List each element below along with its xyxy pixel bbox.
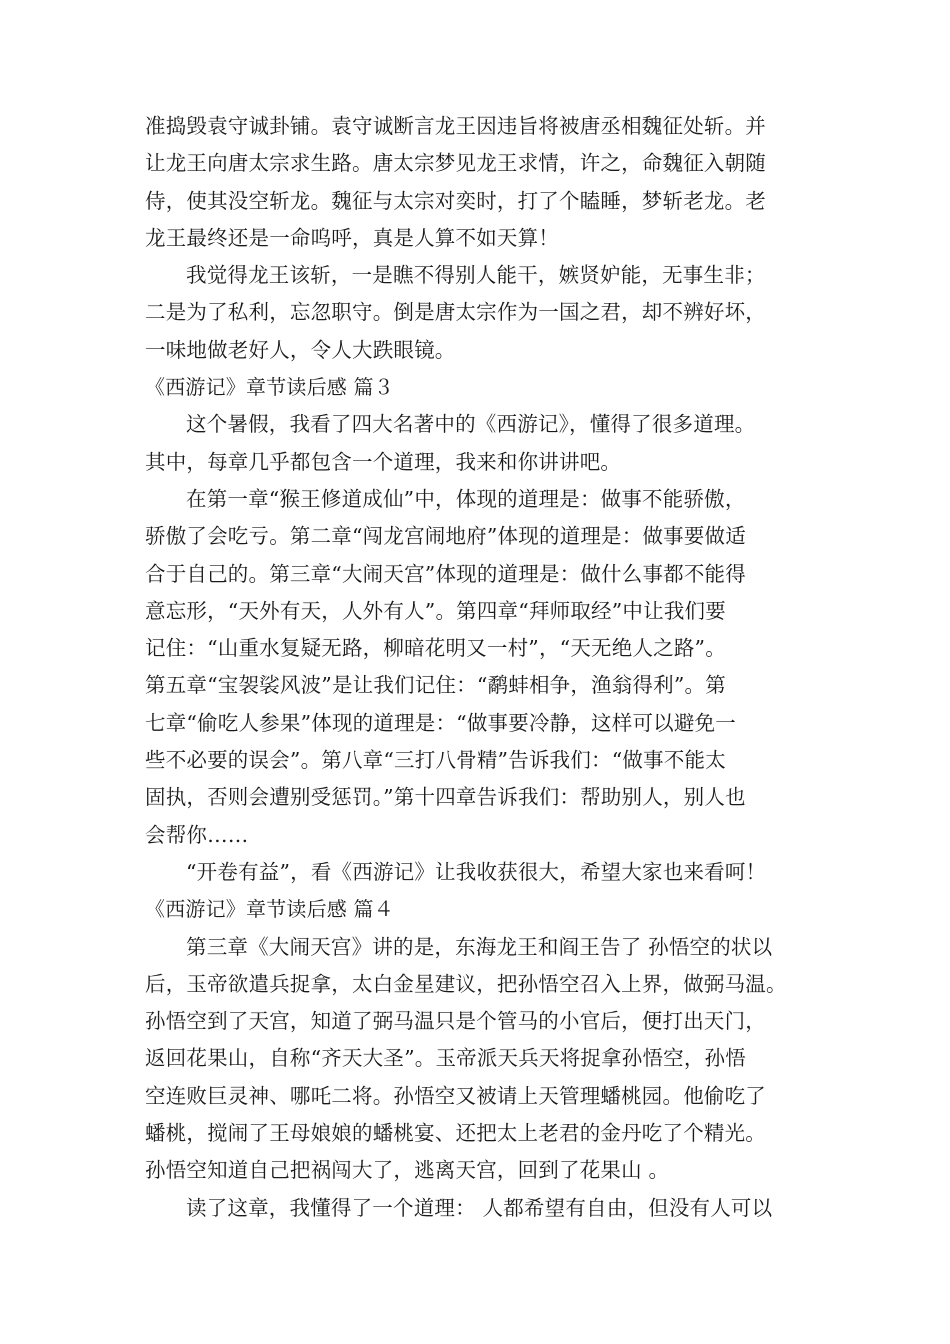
text-line: 记住：“山重水复疑无路，柳暗花明又一村”，“天无绝人之路”。 xyxy=(145,636,726,661)
text-line: 空连败巨灵神、哪吒二将。孙悟空又被请上天管理蟠桃园。他偷吃了 xyxy=(145,1083,766,1108)
section-heading: 《西游记》章节读后感 篇４ xyxy=(145,897,394,922)
text-line: 第五章“宝袈裟风波”是让我们记住：“鹬蚌相争，渔翁得利”。第 xyxy=(145,673,726,698)
text-line: 读了这章，我懂得了一个道理： 人都希望有自由，但没有人可以 xyxy=(186,1195,773,1220)
text-line: 孙悟空知道自己把祸闯大了，逃离天宫，回到了花果山 。 xyxy=(145,1158,670,1183)
text-line: 会帮你…… xyxy=(145,822,249,847)
text-line: “开卷有益”，看《西游记》让我收获很大，希望大家也来看呵！ xyxy=(186,859,767,884)
text-line: 七章“偷吃人参果”体现的道理是：“做事要冷静，这样可以避免一 xyxy=(145,710,736,735)
text-line: 返回花果山，自称“齐天大圣”。玉帝派天兵天将捉拿孙悟空，孙悟 xyxy=(145,1046,746,1071)
text-line: 一味地做老好人，令人大跌眼镜。 xyxy=(145,337,456,362)
text-line: 孙悟空到了天宫，知道了弼马温只是个管马的小官后，便打出天门， xyxy=(145,1009,766,1034)
text-line: 合于自己的。第三章“大闹天宫”体现的道理是：做什么事都不能得 xyxy=(145,561,746,586)
text-line: 我觉得龙王该斩，一是瞧不得别人能干，嫉贤妒能，无事生非； xyxy=(186,263,766,288)
text-line: 些不必要的误会”。第八章“三打八骨精”告诉我们：“做事不能太 xyxy=(145,748,726,773)
text-line: 准捣毁袁守诚卦铺。袁守诚断言龙王因违旨将被唐丞相魏征处斩。并 xyxy=(145,114,766,138)
text-line: 意忘形，“天外有天，人外有人”。第四章“拜师取经”中让我们要 xyxy=(145,598,726,623)
text-line: 固执，否则会遭别受惩罚。”第十四章告诉我们：帮助别人，别人也 xyxy=(145,785,746,810)
text-line: 骄傲了会吃亏。第二章“闯龙宫闹地府”体现的道理是：做事要做适 xyxy=(145,524,746,549)
text-line: 蟠桃，搅闹了王母娘娘的蟠桃宴、还把太上老君的金丹吃了个精光。 xyxy=(145,1121,766,1146)
text-line: 龙王最终还是一命呜呼，真是人算不如天算！ xyxy=(145,225,559,250)
document-body xyxy=(145,108,825,1227)
text-line: 第三章《大闹天宫》讲的是，东海龙王和阎王告了 孙悟空的状以 xyxy=(186,934,773,959)
text-line: 让龙王向唐太宗求生路。唐太宗梦见龙王求情，许之，命魏征入朝随 xyxy=(145,151,766,176)
text-line: 侍，使其没空斩龙。魏征与太宗对奕时，打了个瞌睡，梦斩老龙。老 xyxy=(145,188,766,213)
text-line: 二是为了私利，忘忽职守。倒是唐太宗作为一国之君，却不辨好坏， xyxy=(145,300,766,325)
section-heading: 《西游记》章节读后感 篇３ xyxy=(145,375,394,400)
text-line: 在第一章“猴王修道成仙”中，体现的道理是：做事不能骄傲， xyxy=(186,486,746,511)
text-line: 后，玉帝欲遣兵捉拿，太白金星建议，把孙悟空召入上界，做弼马温。 xyxy=(145,971,787,996)
text-line: 这个暑假，我看了四大名著中的《西游记》，懂得了很多道理。 xyxy=(186,412,756,437)
text-line: 其中，每章几乎都包含一个道理，我来和你讲讲吧。 xyxy=(145,449,622,474)
